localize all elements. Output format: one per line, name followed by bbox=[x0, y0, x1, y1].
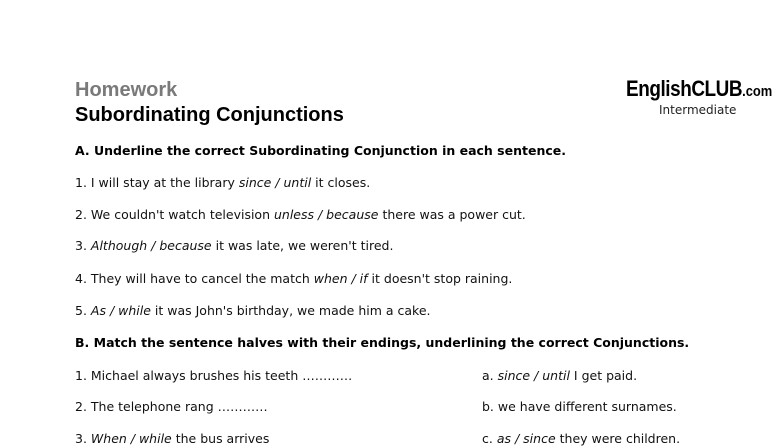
item-text-before: c. bbox=[482, 431, 497, 446]
section-b-instruction: B. Match the sentence halves with their endings, underlining the correct Conjunctions. bbox=[75, 335, 690, 350]
conjunction-choice: since / until bbox=[497, 368, 570, 383]
conjunction-choice: Although / because bbox=[90, 238, 212, 253]
item-text-after: it doesn't stop raining. bbox=[367, 271, 513, 286]
worksheet-heading: Homework bbox=[75, 79, 178, 101]
item-text-after: it closes. bbox=[311, 175, 371, 190]
logo-main-text: EnglishCLUB bbox=[626, 76, 743, 101]
item-text-before: 1. I will stay at the library bbox=[75, 175, 239, 190]
conjunction-choice: as / since bbox=[496, 431, 556, 446]
sentence-start bbox=[75, 431, 269, 446]
item-text-after: it was late, we weren't tired. bbox=[211, 238, 394, 253]
sentence-start bbox=[75, 368, 352, 383]
exercise-a-item-4 bbox=[75, 271, 512, 287]
item-text-before: 1. Michael always brushes his teeth ………… bbox=[75, 368, 353, 383]
item-text-before: 5. bbox=[75, 303, 91, 318]
section-a-instruction: A. Underline the correct Subordinating Conjunction in each sentence. bbox=[75, 143, 566, 158]
conjunction-choice: since / until bbox=[238, 175, 312, 190]
sentence-ending bbox=[482, 431, 680, 447]
exercise-a-item-5 bbox=[75, 303, 431, 319]
sentence-ending bbox=[482, 399, 677, 415]
item-text-before: 2. The telephone rang ………… bbox=[75, 399, 268, 414]
item-text-after: they were children. bbox=[555, 431, 681, 446]
item-text-before: a. bbox=[482, 368, 498, 383]
sentence-start bbox=[75, 399, 268, 414]
item-text-before: 2. We couldn't watch television bbox=[75, 207, 274, 222]
item-text-before: 3. bbox=[75, 431, 91, 446]
item-text-after: there was a power cut. bbox=[378, 207, 526, 222]
exercise-b-row-1 bbox=[75, 368, 638, 384]
exercise-a-item-2 bbox=[75, 207, 526, 223]
exercise-a-item-1 bbox=[75, 175, 370, 191]
conjunction-choice: When / while bbox=[90, 431, 172, 446]
exercise-b-row-2 bbox=[75, 399, 677, 415]
exercise-a-item-3 bbox=[75, 238, 393, 254]
item-text-before: b. we have different surnames. bbox=[482, 399, 677, 414]
item-text-after: it was John's birthday, we made him a cake. bbox=[150, 303, 431, 318]
item-text-after: the bus arrives bbox=[171, 431, 270, 446]
item-text-after: I get paid. bbox=[569, 368, 638, 383]
exercise-b-row-3 bbox=[75, 431, 681, 447]
worksheet-title: Subordinating Conjunctions bbox=[75, 104, 344, 126]
logo-suffix-text: .com bbox=[742, 83, 773, 100]
conjunction-choice: when / if bbox=[313, 271, 368, 286]
sentence-ending bbox=[482, 368, 637, 384]
level-label: Intermediate bbox=[659, 103, 737, 117]
englishclub-logo bbox=[626, 78, 772, 103]
conjunction-choice: As / while bbox=[90, 303, 151, 318]
item-text-before: 4. They will have to cancel the match bbox=[75, 271, 314, 286]
item-text-before: 3. bbox=[75, 238, 91, 253]
conjunction-choice: unless / because bbox=[273, 207, 379, 222]
